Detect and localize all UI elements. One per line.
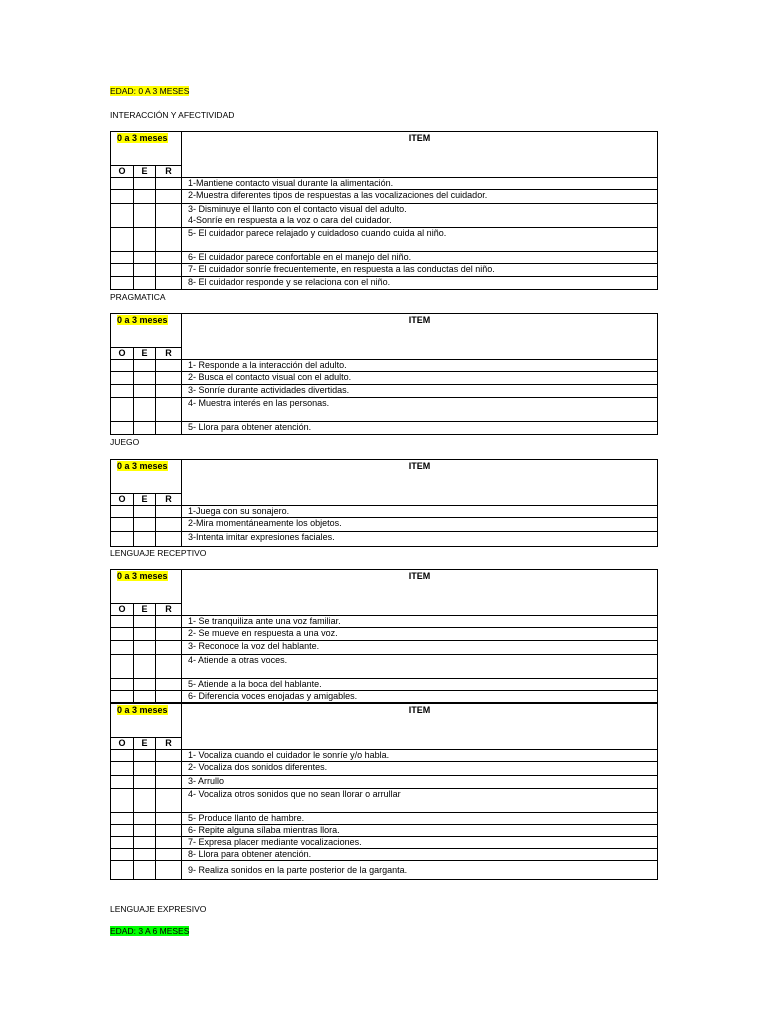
col-o: O <box>111 166 134 178</box>
check-r[interactable] <box>156 252 182 264</box>
col-r: R <box>156 604 182 616</box>
check-r[interactable] <box>156 641 182 655</box>
col-e: E <box>134 348 156 360</box>
check-o[interactable] <box>111 762 134 776</box>
table-row <box>111 616 658 628</box>
check-e[interactable] <box>134 762 156 776</box>
check-o[interactable] <box>111 252 134 264</box>
evaluation-table <box>110 703 658 880</box>
evaluation-table <box>110 313 658 435</box>
check-e[interactable] <box>134 190 156 204</box>
check-r[interactable] <box>156 837 182 849</box>
evaluation-table <box>110 569 658 703</box>
item-text: 7- El cuidador sonríe frecuentemente, en respuesta a las conductas del niño. <box>182 264 658 277</box>
table-row <box>111 789 658 813</box>
item-line: 3- Disminuye el llanto con el contacto visual del adulto. <box>188 204 407 214</box>
check-e[interactable] <box>134 385 156 398</box>
check-o[interactable] <box>111 506 134 518</box>
check-e[interactable] <box>134 277 156 290</box>
check-r[interactable] <box>156 679 182 691</box>
section-title: INTERACCIÓN Y AFECTIVIDAD <box>110 110 235 120</box>
check-r[interactable] <box>156 825 182 837</box>
check-o[interactable] <box>111 616 134 628</box>
check-e[interactable] <box>134 506 156 518</box>
table-row <box>111 813 658 825</box>
col-e: E <box>134 604 156 616</box>
item-text: 3- Reconoce la voz del hablante. <box>182 641 658 655</box>
check-o[interactable] <box>111 277 134 290</box>
col-r: R <box>156 738 182 750</box>
table-row <box>111 641 658 655</box>
check-o[interactable] <box>111 849 134 861</box>
item-text: 6- Repite alguna sílaba mientras llora. <box>182 825 658 837</box>
check-e[interactable] <box>134 691 156 703</box>
table-row <box>111 655 658 679</box>
check-e[interactable] <box>134 628 156 641</box>
col-o: O <box>111 604 134 616</box>
check-e[interactable] <box>134 825 156 837</box>
col-e: E <box>134 738 156 750</box>
check-r[interactable] <box>156 204 182 228</box>
check-e[interactable] <box>134 398 156 422</box>
table-row <box>111 372 658 385</box>
check-r[interactable] <box>156 372 182 385</box>
check-e[interactable] <box>134 228 156 252</box>
col-o: O <box>111 348 134 360</box>
table-row <box>111 849 658 861</box>
check-e[interactable] <box>134 776 156 789</box>
check-r[interactable] <box>156 360 182 372</box>
check-e[interactable] <box>134 360 156 372</box>
item-text: 2- Vocaliza dos sonidos diferentes. <box>182 762 658 776</box>
check-r[interactable] <box>156 277 182 290</box>
check-r[interactable] <box>156 398 182 422</box>
table-row <box>111 750 658 762</box>
col-o: O <box>111 738 134 750</box>
check-r[interactable] <box>156 691 182 703</box>
check-r[interactable] <box>156 655 182 679</box>
item-text: 2-Mira momentáneamente los objetos. <box>182 518 658 532</box>
check-r[interactable] <box>156 264 182 277</box>
table-row <box>111 532 658 547</box>
check-r[interactable] <box>156 616 182 628</box>
check-o[interactable] <box>111 385 134 398</box>
table-row <box>111 228 658 252</box>
age-header: 0 a 3 meses <box>111 132 182 166</box>
check-r[interactable] <box>156 628 182 641</box>
check-o[interactable] <box>111 813 134 825</box>
table-row <box>111 518 658 532</box>
check-r[interactable] <box>156 190 182 204</box>
check-r[interactable] <box>156 385 182 398</box>
check-r[interactable] <box>156 422 182 435</box>
check-e[interactable] <box>134 641 156 655</box>
item-text: 4- Atiende a otras voces. <box>182 655 658 679</box>
item-text: 8- El cuidador responde y se relaciona con el niño. <box>182 277 658 290</box>
item-text: 5- Llora para obtener atención. <box>182 422 658 435</box>
evaluation-table <box>110 131 658 290</box>
check-e[interactable] <box>134 861 156 880</box>
table-row <box>111 861 658 880</box>
item-text: 1- Vocaliza cuando el cuidador le sonríe y/o habla. <box>182 750 658 762</box>
table-row <box>111 679 658 691</box>
check-o[interactable] <box>111 372 134 385</box>
check-e[interactable] <box>134 252 156 264</box>
table-row <box>111 190 658 204</box>
table-row <box>111 385 658 398</box>
check-o[interactable] <box>111 641 134 655</box>
check-e[interactable] <box>134 178 156 190</box>
item-text: 1-Mantiene contacto visual durante la alimentación. <box>182 178 658 190</box>
table-row <box>111 204 658 228</box>
check-o[interactable] <box>111 825 134 837</box>
check-e[interactable] <box>134 372 156 385</box>
check-o[interactable] <box>111 691 134 703</box>
table-row <box>111 277 658 290</box>
check-e[interactable] <box>134 813 156 825</box>
age-header: 0 a 3 meses <box>111 570 182 604</box>
item-text: 6- Diferencia voces enojadas y amigables. <box>182 691 658 703</box>
age-header: 0 a 3 meses <box>111 460 182 494</box>
check-e[interactable] <box>134 518 156 532</box>
check-o[interactable] <box>111 190 134 204</box>
table-row <box>111 398 658 422</box>
table-row <box>111 776 658 789</box>
check-r[interactable] <box>156 228 182 252</box>
check-e[interactable] <box>134 849 156 861</box>
col-e: E <box>134 166 156 178</box>
item-text: 3- Arrullo <box>182 776 658 789</box>
col-e: E <box>134 494 156 506</box>
item-text: 6- El cuidador parece confortable en el manejo del niño. <box>182 252 658 264</box>
table-row <box>111 178 658 190</box>
section-title: LENGUAJE RECEPTIVO <box>110 548 207 558</box>
check-e[interactable] <box>134 532 156 547</box>
item-header: ITEM <box>182 460 658 506</box>
check-r[interactable] <box>156 776 182 789</box>
age-header: 0 a 3 meses <box>111 704 182 738</box>
check-r[interactable] <box>156 506 182 518</box>
item-text: 3-Intenta imitar expresiones faciales. <box>182 532 658 547</box>
check-o[interactable] <box>111 204 134 228</box>
col-r: R <box>156 348 182 360</box>
table-row <box>111 422 658 435</box>
item-text: 2- Busca el contacto visual con el adulto. <box>182 372 658 385</box>
check-o[interactable] <box>111 679 134 691</box>
edad-0-3-label: EDAD: 0 A 3 MESES <box>110 86 190 96</box>
check-r[interactable] <box>156 813 182 825</box>
item-header: ITEM <box>182 570 658 616</box>
check-o[interactable] <box>111 518 134 532</box>
check-r[interactable] <box>156 849 182 861</box>
item-text: 2- Se mueve en respuesta a una voz. <box>182 628 658 641</box>
table-row <box>111 837 658 849</box>
table-row <box>111 506 658 518</box>
check-r[interactable] <box>156 861 182 880</box>
check-o[interactable] <box>111 750 134 762</box>
check-r[interactable] <box>156 762 182 776</box>
item-text: 9- Realiza sonidos en la parte posterior de la garganta. <box>182 861 658 880</box>
check-e[interactable] <box>134 204 156 228</box>
item-text: 3- Sonríe durante actividades divertidas. <box>182 385 658 398</box>
check-r[interactable] <box>156 532 182 547</box>
check-e[interactable] <box>134 789 156 813</box>
table-row <box>111 691 658 703</box>
check-e[interactable] <box>134 422 156 435</box>
item-text: 7- Expresa placer mediante vocalizaciones. <box>182 837 658 849</box>
check-e[interactable] <box>134 655 156 679</box>
table-row <box>111 762 658 776</box>
check-o[interactable] <box>111 228 134 252</box>
item-text: 2-Muestra diferentes tipos de respuestas a las vocalizaciones del cuidador. <box>182 190 658 204</box>
item-text: 1- Responde a la interacción del adulto. <box>182 360 658 372</box>
check-o[interactable] <box>111 655 134 679</box>
check-e[interactable] <box>134 264 156 277</box>
table-row <box>111 628 658 641</box>
check-e[interactable] <box>134 679 156 691</box>
col-r: R <box>156 166 182 178</box>
check-e[interactable] <box>134 750 156 762</box>
check-o[interactable] <box>111 422 134 435</box>
item-text: 4- Muestra interés en las personas. <box>182 398 658 422</box>
check-o[interactable] <box>111 628 134 641</box>
table-row <box>111 360 658 372</box>
check-r[interactable] <box>156 750 182 762</box>
item-text: 4- Vocaliza otros sonidos que no sean llorar o arrullar <box>182 789 658 813</box>
item-text: 5- Atiende a la boca del hablante. <box>182 679 658 691</box>
item-text: 5- El cuidador parece relajado y cuidadoso cuando cuida al niño. <box>182 228 658 252</box>
table-row <box>111 252 658 264</box>
check-o[interactable] <box>111 532 134 547</box>
item-text: 1-Juega con su sonajero. <box>182 506 658 518</box>
item-line: 4-Sonríe en respuesta a la voz o cara del cuidador. <box>188 215 392 225</box>
check-o[interactable] <box>111 360 134 372</box>
check-o[interactable] <box>111 789 134 813</box>
table-row <box>111 825 658 837</box>
item-header: ITEM <box>182 704 658 750</box>
lenguaje-expresivo-label: LENGUAJE EXPRESIVO <box>110 904 207 914</box>
item-text: 8- Llora para obtener atención. <box>182 849 658 861</box>
check-r[interactable] <box>156 518 182 532</box>
age-header: 0 a 3 meses <box>111 314 182 348</box>
check-e[interactable] <box>134 616 156 628</box>
check-e[interactable] <box>134 837 156 849</box>
item-text: 1- Se tranquiliza ante una voz familiar. <box>182 616 658 628</box>
check-o[interactable] <box>111 264 134 277</box>
col-o: O <box>111 494 134 506</box>
section-title: PRAGMATICA <box>110 292 166 302</box>
item-header: ITEM <box>182 314 658 360</box>
item-text <box>182 204 658 228</box>
section-title: JUEGO <box>110 437 140 447</box>
item-header: ITEM <box>182 132 658 178</box>
check-o[interactable] <box>111 398 134 422</box>
item-text: 5- Produce llanto de hambre. <box>182 813 658 825</box>
table-row <box>111 264 658 277</box>
check-r[interactable] <box>156 178 182 190</box>
check-r[interactable] <box>156 789 182 813</box>
check-o[interactable] <box>111 178 134 190</box>
evaluation-table <box>110 459 658 547</box>
check-o[interactable] <box>111 861 134 880</box>
col-r: R <box>156 494 182 506</box>
check-o[interactable] <box>111 776 134 789</box>
edad-3-6-label: EDAD: 3 A 6 MESES <box>110 926 190 936</box>
check-o[interactable] <box>111 837 134 849</box>
